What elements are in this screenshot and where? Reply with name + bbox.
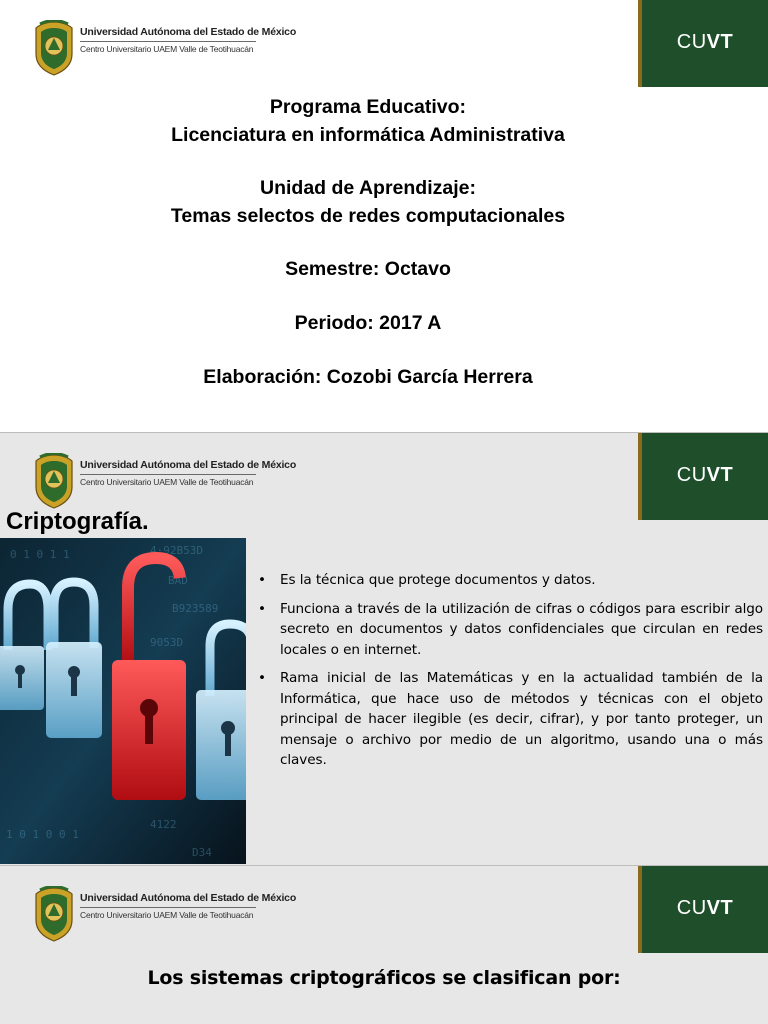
author: Elaboración: Cozobi García Herrera [203,366,533,388]
university-name: Universidad Autónoma del Estado de México [80,26,297,38]
badge-prefix: CU [676,31,707,53]
cuvt-badge [638,866,768,953]
university-seal-icon [32,886,76,942]
campus-name: Centro Universitario UAEM Valle de Teotihuacán [80,44,254,54]
svg-text:B923589: B923589 [172,602,219,615]
logo-divider [80,41,256,42]
list-item: • Rama inicial de las Matemáticas y en la actualidad también de la Informática, que hace uso de métodos y técnicas con el objeto principal de hacer ilegible (es decir, cifrar), y por tanto proteger, un mensaje o archivo por medio de un algoritmo, usando una o más claves. [258,670,763,768]
slide-title: Los sistemas criptográficos se clasifican por: [147,967,621,989]
padlocks-binary-image [0,538,246,864]
unit-value: Temas selectos de redes computacionales [170,205,566,227]
badge-suffix: VT [706,31,734,53]
svg-text:9053D: 9053D [150,636,184,649]
svg-text:1 0 1 0 0 1: 1 0 1 0 0 1 [6,828,79,841]
list-item: • Funciona a través de la utilización de cifras o códigos para escribir algo secreto en documentos y datos confidenciales que circulan en redes locales o en internet. [258,600,763,658]
badge-suffix: VT [706,464,734,486]
svg-text:4122: 4122 [150,818,177,831]
badge-prefix: CU [676,897,707,919]
university-name: Universidad Autónoma del Estado de México [80,459,297,471]
svg-text:4·92B53D: 4·92B53D [150,544,203,557]
university-name: Universidad Autónoma del Estado de México [80,892,297,904]
university-seal-icon [32,20,76,76]
university-logo [32,20,297,80]
cuvt-badge [638,433,768,520]
campus-name: Centro Universitario UAEM Valle de Teotihuacán [80,477,254,487]
university-logo [32,453,297,513]
program-label: Programa Educativo: [269,96,467,118]
campus-name: Centro Universitario UAEM Valle de Teotihuacán [80,910,254,920]
badge-suffix: VT [706,897,734,919]
svg-text:0 1 0 1 1: 0 1 0 1 1 [10,548,70,561]
logo-divider [80,907,256,908]
list-item: • Es la técnica que protege documentos y datos. [258,572,596,588]
program-value: Licenciatura en informática Administrativa [171,124,565,146]
svg-text:BAD: BAD [168,574,188,587]
university-logo [32,886,297,946]
cryptography-slide [0,433,768,865]
badge-prefix: CU [676,464,707,486]
classification-slide [0,866,768,1024]
semester: Semestre: Octavo [285,258,451,280]
logo-divider [80,474,256,475]
title-slide [0,0,768,432]
slide-title: Criptografía. [6,508,149,535]
unit-label: Unidad de Aprendizaje: [260,177,476,199]
cuvt-badge [638,0,768,87]
university-seal-icon [32,453,76,509]
svg-text:D34: D34 [192,846,212,859]
period: Periodo: 2017 A [294,312,442,334]
bullet-list [256,570,763,779]
